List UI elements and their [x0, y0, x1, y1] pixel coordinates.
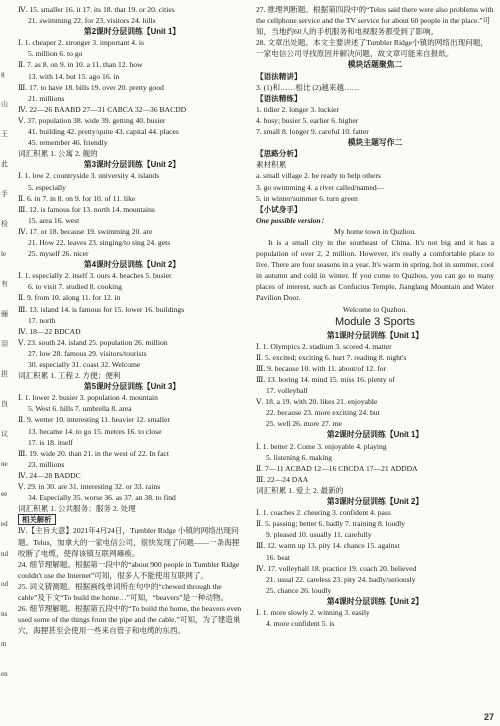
- section-heading: 第4课时分层训练【Unit 2】: [83, 260, 181, 270]
- text-line: 30. especially 31. coast 32. Welcome: [28, 360, 141, 369]
- text-line: Welcome to Quzhou.: [342, 304, 408, 314]
- text-line: 25. chance 26. loudly: [266, 585, 332, 595]
- right-column: [256, 4, 494, 629]
- margin-char: 议: [1, 430, 8, 438]
- margin-char: nd: [1, 550, 8, 558]
- explanation-paragraph: 28. 文章出处题。本文主要讲述了Tumbler Ridge小镇的网络出现问题，一家电信公司寻找原因并解决问题，故文章可能来自报纸。: [256, 38, 488, 59]
- text-line: 17. is 18. itself: [28, 437, 73, 447]
- text-line: Ⅰ. 1. Olympics 2. stadium 3. scored 4. matter: [256, 341, 392, 351]
- text-line: Ⅳ. 18—22 BDCAD: [18, 326, 81, 336]
- text-line: 词汇积累 1. 公寓 2. 舰的: [18, 149, 98, 159]
- margin-char: 良: [1, 400, 8, 408]
- text-line: Ⅱ. 7—11 ACBAD 12—16 CBCDA 17—21 ADDDA: [256, 463, 418, 473]
- section-heading: 第3课时分层训练【Unit 2】: [326, 497, 424, 507]
- text-line: 17. volleyball: [266, 386, 308, 396]
- text-line: Ⅱ. 5. passing; better 6. badly 7. training 8. loudly: [256, 519, 406, 529]
- text-line: Ⅰ. 1. better 2. Come 3. enjoyable 4. playing: [256, 441, 387, 451]
- text-line: 34. Especially 35. worse 36. as 37. an 38. to find: [28, 493, 176, 503]
- text-line: 【语法精讲】: [256, 71, 302, 81]
- text-line: Ⅱ. 5. excited; exciting 6. hurt 7. reading 8. night's: [256, 352, 407, 362]
- explanation-paragraph: Ⅳ.【主旨大意】2021年4月24日，Tumbler Ridge 小镇的网络出现问题。Telus，加拿大的一家电信公司，很快发现了问题——一条海狸咬断了电缆，使得该镇互联网瘫痪。: [18, 526, 240, 558]
- text-line: Ⅲ. 12. is famous for 13. north 14. mountains: [18, 204, 155, 214]
- text-line: 5. West 6. hills 7. umbrella 8. area: [28, 404, 132, 414]
- section-heading: 第3课时分层训练【Unit 2】: [83, 160, 181, 170]
- text-line: 3. (1)和……相比 (2)越来越……: [256, 82, 360, 92]
- text-line: 9. pleased 10. usually 11. carefully: [266, 530, 372, 540]
- text-line: Ⅲ. 13. boring 14. mind 15. miss 16. plenty of: [256, 375, 395, 384]
- explanation-paragraph: 25. 词义猜测题。根据画线单词所在句中的“chewed through the cable”及下文“To build the home…”可知，“beavers”是一种动物。: [18, 581, 229, 602]
- text-line: 6. to visit 7. studied 8. cooking: [28, 282, 122, 292]
- text-line: Ⅳ. 22—26 BAABD 27—31 CABCA 32—36 BACDD: [18, 104, 187, 114]
- text-line: 45. remember 46. friendly: [28, 138, 108, 148]
- margin-char: 此: [1, 160, 8, 168]
- text-line: Ⅳ. 17. volleyball 18. practice 19. coach 20. believed: [256, 563, 417, 573]
- margin-char: m: [1, 640, 7, 648]
- text-line: 15. area 16. west: [28, 215, 80, 225]
- section-heading: 第5课时分层训练【Unit 3】: [83, 382, 181, 392]
- text-line: Ⅲ. 19. wide 20. than 21. in the west of 22. In fact: [18, 448, 169, 458]
- text-line: 22. because 23. more exciting 24. but: [266, 408, 380, 418]
- text-line: 16. beat: [266, 552, 291, 562]
- page-number: 27: [483, 712, 494, 722]
- section-heading: 第2课时分层训练【Unit 1】: [326, 430, 424, 440]
- text-line: a. small village 2. be ready to help others: [256, 171, 381, 181]
- text-line: 5. listening 6. making: [266, 452, 333, 462]
- text-line: 【思路分析】: [256, 149, 302, 159]
- text-line: Ⅱ. 9. wetter 10. interesting 11. heavier 12. smaller: [18, 415, 170, 425]
- margin-char: en: [1, 670, 8, 678]
- margin-char: od: [1, 580, 8, 588]
- margin-char: 骊: [1, 310, 8, 318]
- text-line: Ⅳ. 24—28 BADDC: [18, 470, 81, 480]
- section-heading: 模块主题写作二: [347, 138, 403, 148]
- text-line: 【语法精练】: [256, 93, 302, 103]
- explanation-paragraph: 26. 细节理解题。根据第五段中的“To build the home, the beavers even used some of the things from the pipe and the cable.”可知，为了建造巢穴，海狸甚至会使用一些来自管子和电缆的东西。: [18, 604, 242, 636]
- text-line: 21. usual 22. careless 23. pity 24. badly/seriously: [266, 574, 416, 584]
- text-line: Ⅲ. 9. because 10. with 11. about/of 12. for: [256, 363, 386, 373]
- text-line: 5. in winter/summer 6. turn green: [256, 193, 358, 203]
- text-line: Ⅴ. 23. south 24. island 25. population 26. million: [18, 337, 168, 347]
- section-heading: 模块话题聚焦二: [347, 60, 403, 70]
- section-tag-line: [18, 514, 246, 525]
- text-line: Ⅱ. 9. from 10. along 11. for 12. in: [18, 293, 121, 303]
- text-line: 词汇积累 1. 爱上 2. 最新的: [256, 485, 344, 495]
- margin-char: 检: [1, 220, 8, 228]
- left-margin-strip: [0, 0, 14, 726]
- text-line: Ⅱ. 6. in 7. in 8. on 9. for 10. of 11. like: [18, 193, 136, 203]
- margin-char: ne: [1, 460, 8, 468]
- margin-char: 手: [1, 190, 8, 198]
- text-line: Ⅲ. 13. island 14. is famous for 15. lower 16. buildings: [18, 304, 185, 314]
- section-tag: 相关解析: [18, 514, 56, 525]
- text-line: 21. millions: [28, 93, 65, 103]
- text-line: 13. with 14. but 15. ago 16. in: [28, 71, 120, 81]
- text-line: Ⅳ. 15. smaller 16. it 17. its 18. that 19. or 20. cities: [18, 5, 175, 14]
- text-line: Ⅰ. 1. cheaper 2. stronger 3. important 4. is: [18, 38, 144, 48]
- text-line: 21. How 22. leaves 23. singing/to sing 24. gets: [28, 237, 171, 247]
- text-line: 25. myself 26. nicer: [28, 249, 89, 259]
- text-line: Ⅴ. 29. in 30. are 31. interesting 32. or 33. rains: [18, 482, 161, 492]
- text-line: 3. go swimming 4. a river called/named—: [256, 182, 385, 192]
- text-line: 4. more confident 5. is: [266, 619, 335, 629]
- explanation-paragraph: 24. 细节理解题。根据第一段中的“about 900 people in Tumbler Ridge couldn't use the Internet”可知，很多人不能使用互联网了。: [18, 559, 240, 580]
- section-heading: 第1课时分层训练【Unit 1】: [326, 330, 424, 340]
- text-line: Ⅴ. 18. a 19. with 20. likes 21. enjoyable: [256, 397, 378, 407]
- text-line: Ⅲ. 17. to have 18. bills 19. over 20. pretty good: [18, 82, 164, 92]
- section-heading: 第4课时分层训练【Unit 2】: [326, 596, 424, 606]
- text-line: 41. building 42. pretty/quite 43. capital 44. places: [28, 127, 179, 137]
- text-line: 素材积累: [256, 160, 287, 170]
- text-line: 7. small 8. longer 9. careful 10. fatter: [256, 127, 369, 137]
- text-line: Ⅰ. 1. coaches 2. cheering 3. confident 4. pass: [256, 508, 391, 518]
- margin-char: 王: [1, 130, 8, 138]
- text-line: Ⅲ. 12. warm up 13. pity 14. chance 15. against: [256, 541, 400, 551]
- text-line: Ⅱ. 7. as 8. on 9. in 10. a 11. than 12. how: [18, 60, 143, 70]
- text-line: 4. busy; busier 5. earlier 6. higher: [256, 115, 359, 125]
- text-line: 13. became 14. to go 15. metres 16. to close: [28, 426, 162, 436]
- text-line: Ⅴ. 37. population 38. wide 39. getting 40. busier: [18, 115, 166, 125]
- text-line: 21. swimming 22. for 23. visitors 24. hills: [28, 16, 156, 26]
- margin-char: ed: [1, 520, 8, 528]
- text-line: 词汇积累 1. 工程 2. 方便；便利: [18, 371, 121, 381]
- text-line: Ⅲ. 22—24 DAA: [256, 474, 309, 484]
- margin-char: g: [1, 70, 5, 78]
- text-line: 17. north: [28, 315, 56, 325]
- text-line: Ⅰ. 1. low 2. countryside 3. university 4. islands: [18, 171, 160, 181]
- module-title: Module 3 Sports: [334, 315, 416, 328]
- text-line: My home town in Quzhou.: [333, 226, 417, 236]
- section-heading: 第2课时分层训练【Unit 1】: [83, 27, 181, 37]
- text-line: Ⅰ. 1. especially 2. itself 3. ours 4. beaches 5. busier: [18, 271, 172, 281]
- text-line: One possible version：: [256, 215, 329, 225]
- essay-paragraph: It is a small city in the southeast of China. It's not big and it has a population of over 2, 2 million. However, it's really a comfortable place to live. There are four seasons in a year. It's warm in spring, hot in summer, cool in autumn and cold in winter. If you come to Quzhou, you can go to many places of interest, such as Confucius Temple, Jianglang Mountain and Water Pavilion Door.: [256, 237, 494, 303]
- text-line: 1. tidier 2. longer 3. luckier: [256, 104, 340, 114]
- explanation-paragraph: 27. 推理判断题。根据第四段中的“Telus said there were also problems with the cellphone service and the TV service for about 60 people in the place.”可知，当地约60人的手机服务和电视服务都受到了影响。: [256, 5, 494, 37]
- text-line: 【小试身手】: [256, 204, 302, 214]
- text-line: Ⅰ. 1. lower 2. busier 3. population 4. mountain: [18, 393, 158, 403]
- text-line: Ⅰ. 1. more slowly 2. winning 3. easily: [256, 607, 370, 617]
- margin-char: le: [1, 250, 7, 258]
- text-line: 5. especially: [28, 182, 66, 192]
- margin-char: 羽: [1, 340, 8, 348]
- margin-char: 有: [1, 280, 8, 288]
- text-line: 5. million 6. to go: [28, 49, 83, 59]
- margin-char: ee: [1, 490, 8, 498]
- text-line: Ⅳ. 17. or 18. because 19. swimming 20. are: [18, 226, 153, 236]
- text-line: 词汇积累 1. 公共服务；服务 2. 处理: [18, 504, 136, 514]
- margin-char: 担: [1, 370, 8, 378]
- text-line: 23. millions: [28, 459, 65, 469]
- text-line: 27. low 28. famous 29. visitors/tourists: [28, 348, 147, 358]
- text-line: 25. well 26. more 27. me: [266, 419, 342, 429]
- margin-char: ns: [1, 610, 8, 618]
- left-column: [18, 4, 246, 636]
- margin-char: 山: [1, 100, 8, 108]
